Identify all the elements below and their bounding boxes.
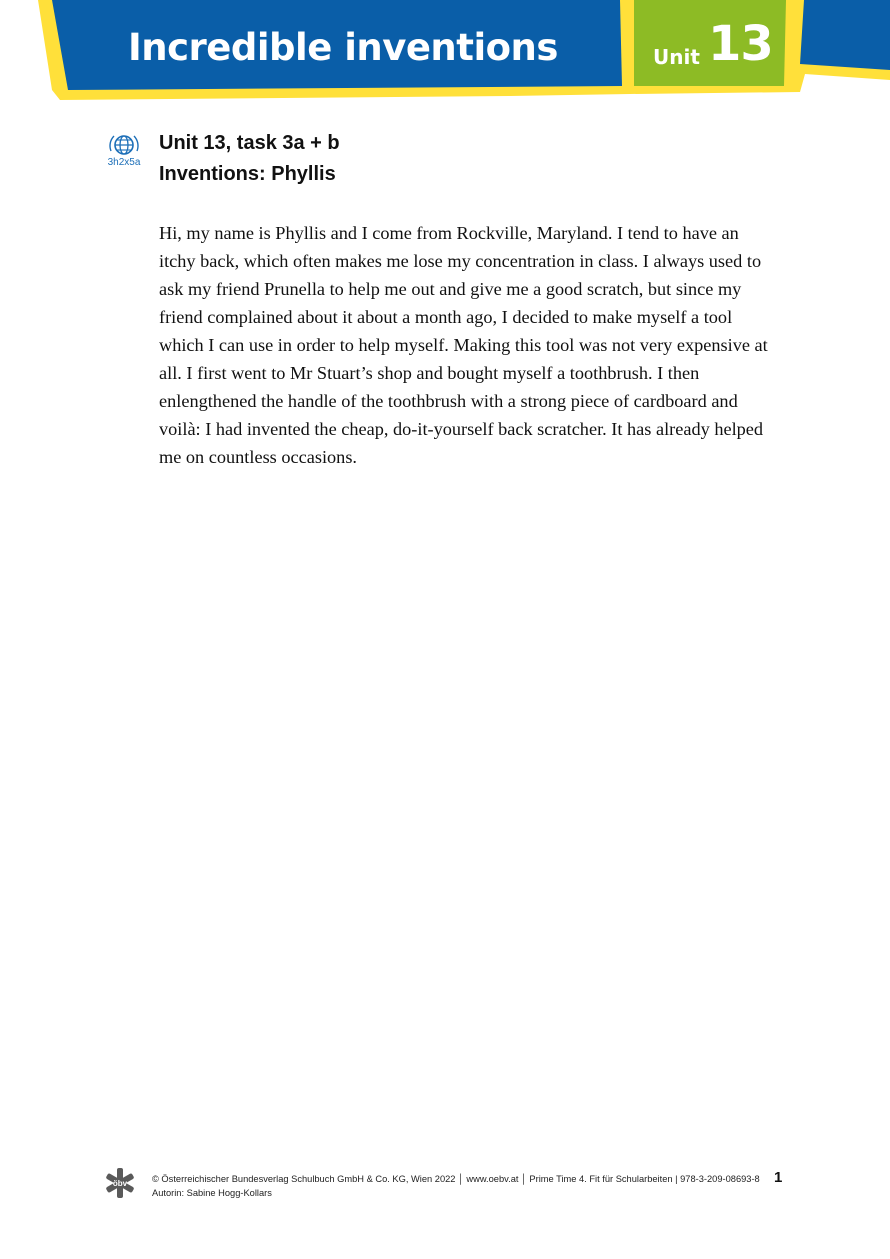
body-line: which I can use in order to help myself. Making this tool was not very expensive at <box>159 335 768 355</box>
body-line: itchy back, which often makes me lose my concentration in class. I always used to <box>159 251 762 271</box>
task-heading <box>159 128 340 190</box>
header-banner <box>0 0 890 110</box>
page-title: Incredible inventions <box>128 26 558 69</box>
unit-badge <box>634 0 786 86</box>
body-line: voilà: I had invented the cheap, do-it-yourself back scratcher. It has already helped <box>159 419 764 439</box>
svg-text:öbv: öbv <box>112 1179 128 1188</box>
footer-copyright: © Österreichischer Bundesverlag Schulbuch GmbH & Co. KG, Wien 2022 │ www.oebv.at │ Prime Time 4. Fit für Schularbeiten | 978-3-209-08693-8 <box>152 1174 760 1184</box>
body-line: friend complained about it about a month ago, I decided to make myself a tool <box>159 307 733 327</box>
footer-info <box>152 1172 760 1200</box>
unit-number: 13 <box>708 16 773 72</box>
oebv-logo-icon <box>104 1167 136 1199</box>
body-line: enlengthened the handle of the toothbrush with a strong piece of cardboard and <box>159 391 738 411</box>
online-code[interactable]: 3h2x5a <box>107 157 141 168</box>
body-line: Hi, my name is Phyllis and I come from Rockville, Maryland. I tend to have an <box>159 223 739 243</box>
body-paragraph <box>159 219 799 471</box>
task-title-line1: Unit 13, task 3a + b <box>159 132 340 154</box>
task-title-line2: Inventions: Phyllis <box>159 163 336 185</box>
body-line: ask my friend Prunella to help me out and give me a good scratch, but since my <box>159 279 742 299</box>
page-number: 1 <box>774 1169 783 1186</box>
unit-label: Unit <box>653 45 700 69</box>
body-line: me on countless occasions. <box>159 447 358 467</box>
body-line: all. I first went to Mr Stuart’s shop and bought myself a toothbrush. I then <box>159 363 700 383</box>
footer-author: Autorin: Sabine Hogg-Kollars <box>152 1188 272 1198</box>
